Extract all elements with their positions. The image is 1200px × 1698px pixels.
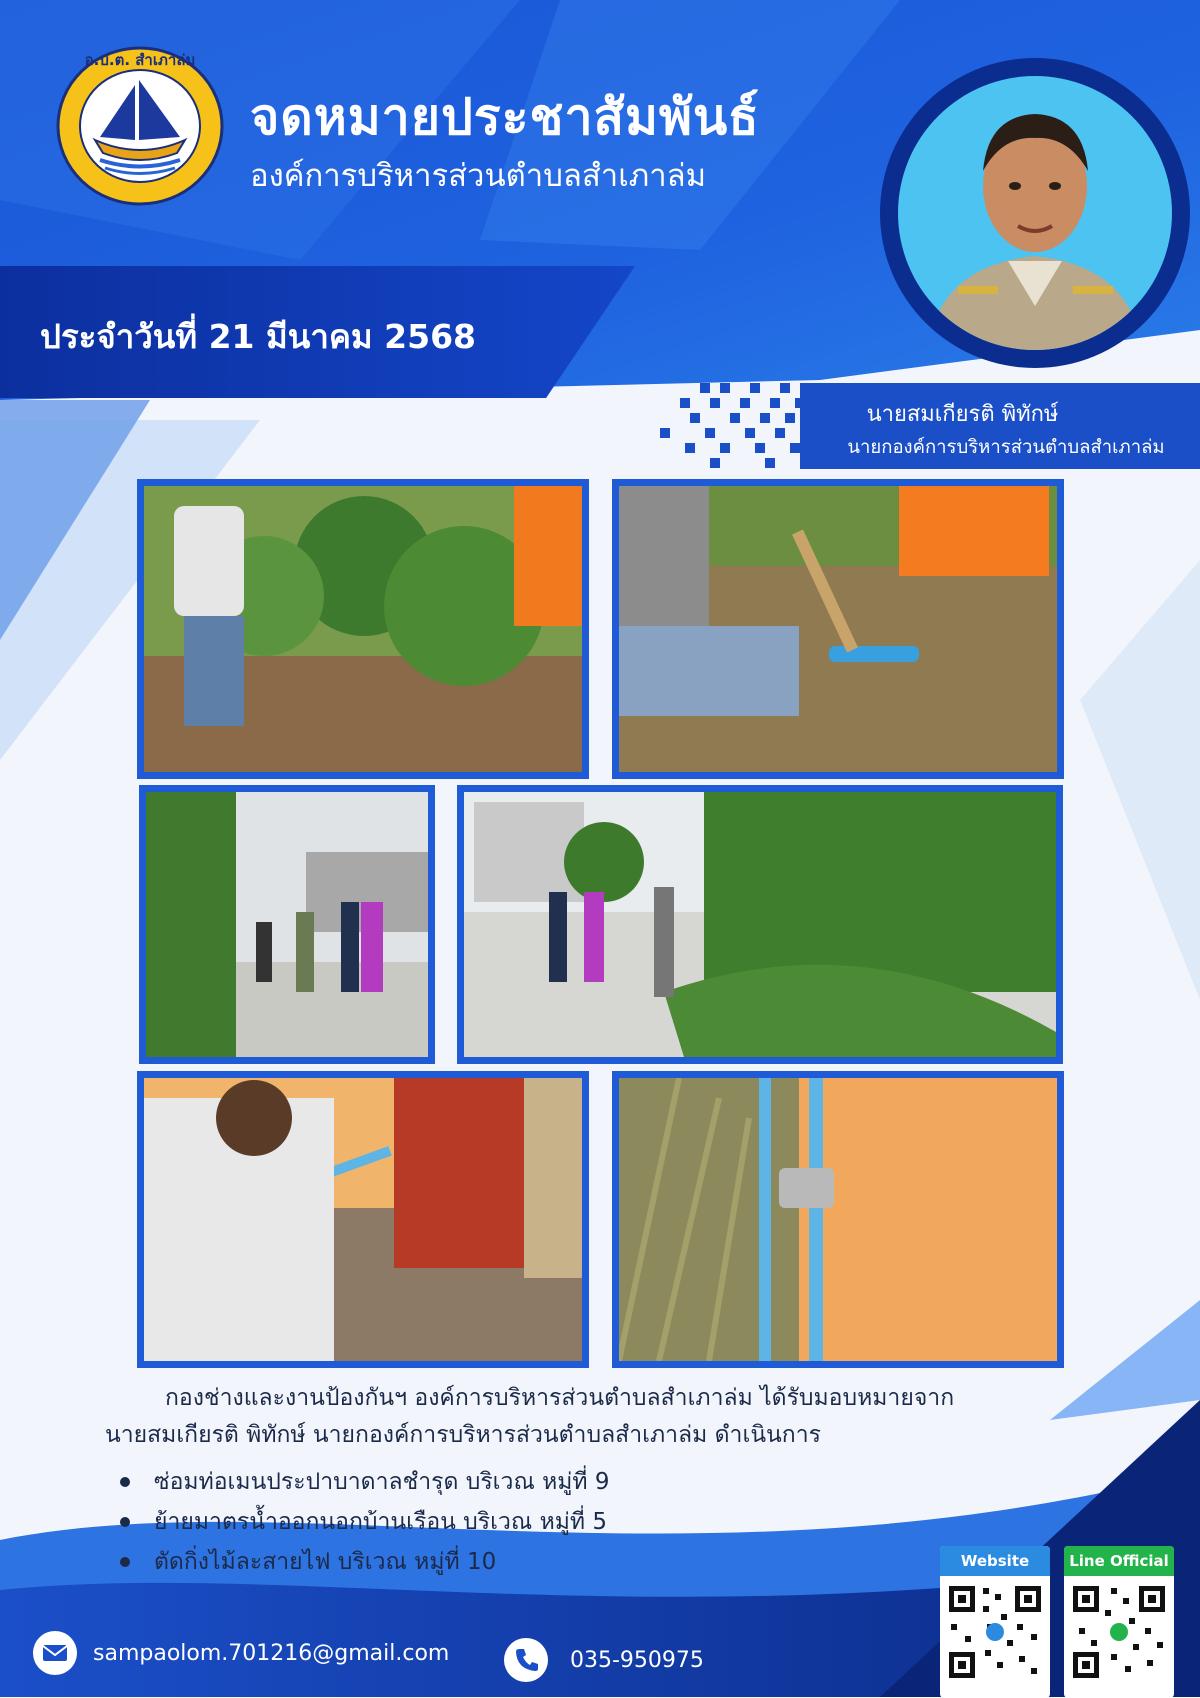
line-qr-card[interactable] <box>1064 1546 1174 1698</box>
task-item: ย้ายมาตรน้ำออกนอกบ้านเรือน บริเวณ หมู่ที่ 5 <box>118 1502 610 1542</box>
photo-water-meter <box>612 1071 1064 1368</box>
photo-pipe-excavation <box>612 479 1064 779</box>
task-list <box>118 1462 610 1582</box>
website-qr-card[interactable] <box>940 1546 1050 1698</box>
phone-number[interactable]: 035-950975 <box>570 1648 704 1673</box>
page-subtitle: องค์การบริหารส่วนตำบลสำเภาล่ม <box>250 158 707 194</box>
photo-tree-trimming <box>457 785 1063 1064</box>
official-position: นายกองค์การบริหารส่วนตำบลสำเภาล่ม <box>847 437 1165 458</box>
date-label: ประจำวันที่ 21 มีนาคม 2568 <box>40 317 477 356</box>
line-qr-icon <box>1071 1584 1167 1680</box>
photo-digging-vegetation <box>137 479 589 779</box>
photo-street-group <box>139 785 435 1064</box>
website-qr-icon <box>947 1584 1043 1680</box>
task-item: ตัดกิ่งไม้ละสายไฟ บริเวณ หมู่ที่ 10 <box>118 1542 610 1582</box>
task-item: ซ่อมท่อเมนประปาบาดาลชำรุด บริเวณ หมู่ที่ 9 <box>118 1462 610 1502</box>
pixel-pattern-decoration <box>660 383 810 469</box>
email-address[interactable]: sampaolom.701216@gmail.com <box>93 1641 450 1666</box>
mail-icon <box>33 1631 77 1675</box>
intro-line-1: กองช่างและงานป้องกันฯ องค์การบริหารส่วนตำบลสำเภาล่ม ได้รับมอบหมายจาก <box>165 1385 955 1411</box>
official-portrait <box>898 76 1172 350</box>
intro-paragraph <box>105 1380 1105 1454</box>
photo-pipe-installation <box>137 1071 589 1368</box>
organization-logo <box>55 45 225 207</box>
website-qr-label: Website <box>940 1546 1050 1576</box>
phone-icon <box>504 1638 548 1682</box>
official-name: นายสมเกียรติ พิทักษ์ <box>866 402 1059 427</box>
svg-text:อ.บ.ต. สำเภาล่ม: อ.บ.ต. สำเภาล่ม <box>84 51 196 69</box>
page-title: จดหมายประชาสัมพันธ์ <box>250 88 760 146</box>
line-qr-label: Line Official <box>1064 1546 1174 1576</box>
intro-line-2: นายสมเกียรติ พิทักษ์ นายกองค์การบริหารส่วนตำบลสำเภาล่ม ดำเนินการ <box>105 1422 821 1448</box>
